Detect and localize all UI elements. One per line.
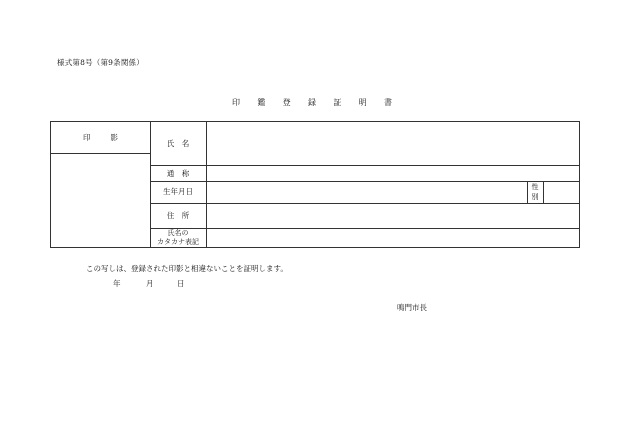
year-label: 年 xyxy=(113,279,121,288)
name-label: 氏 名 xyxy=(166,139,190,148)
title-char: 登 xyxy=(282,98,291,107)
birthdate-label: 生年月日 xyxy=(163,187,193,196)
divider xyxy=(150,165,579,166)
divider xyxy=(51,153,150,154)
kana-label-line2: カタカナ表記 xyxy=(157,238,199,246)
form-number: 様式第8号（第9条関係） xyxy=(57,58,144,67)
day-label: 日 xyxy=(177,279,185,288)
title-char: 印 xyxy=(232,98,240,107)
title-char: 明 xyxy=(358,98,367,107)
month-label: 月 xyxy=(146,279,154,288)
title-char: 書 xyxy=(383,98,392,107)
registration-table xyxy=(50,121,580,248)
address-label: 住 所 xyxy=(166,211,190,220)
kana-label-line1: 氏名の xyxy=(167,229,189,237)
certification-text: この写しは、登録された印影と相違ないことを証明します。 xyxy=(86,264,288,273)
sex-label-bottom: 別 xyxy=(531,193,539,201)
divider xyxy=(150,228,579,229)
divider xyxy=(150,181,579,182)
title-char: 録 xyxy=(307,98,316,107)
sex-label xyxy=(527,182,543,202)
divider xyxy=(543,181,544,203)
alias-label: 通 称 xyxy=(166,169,190,178)
divider xyxy=(150,203,579,204)
title-char: 鑑 xyxy=(257,98,266,107)
title-char: 証 xyxy=(333,98,342,107)
document-title xyxy=(232,97,392,108)
kana-label xyxy=(150,229,206,247)
sex-label-top: 性 xyxy=(531,183,539,191)
stamp-label: 印影 xyxy=(83,133,138,142)
issuer-mayor: 鳴門市長 xyxy=(397,303,427,312)
